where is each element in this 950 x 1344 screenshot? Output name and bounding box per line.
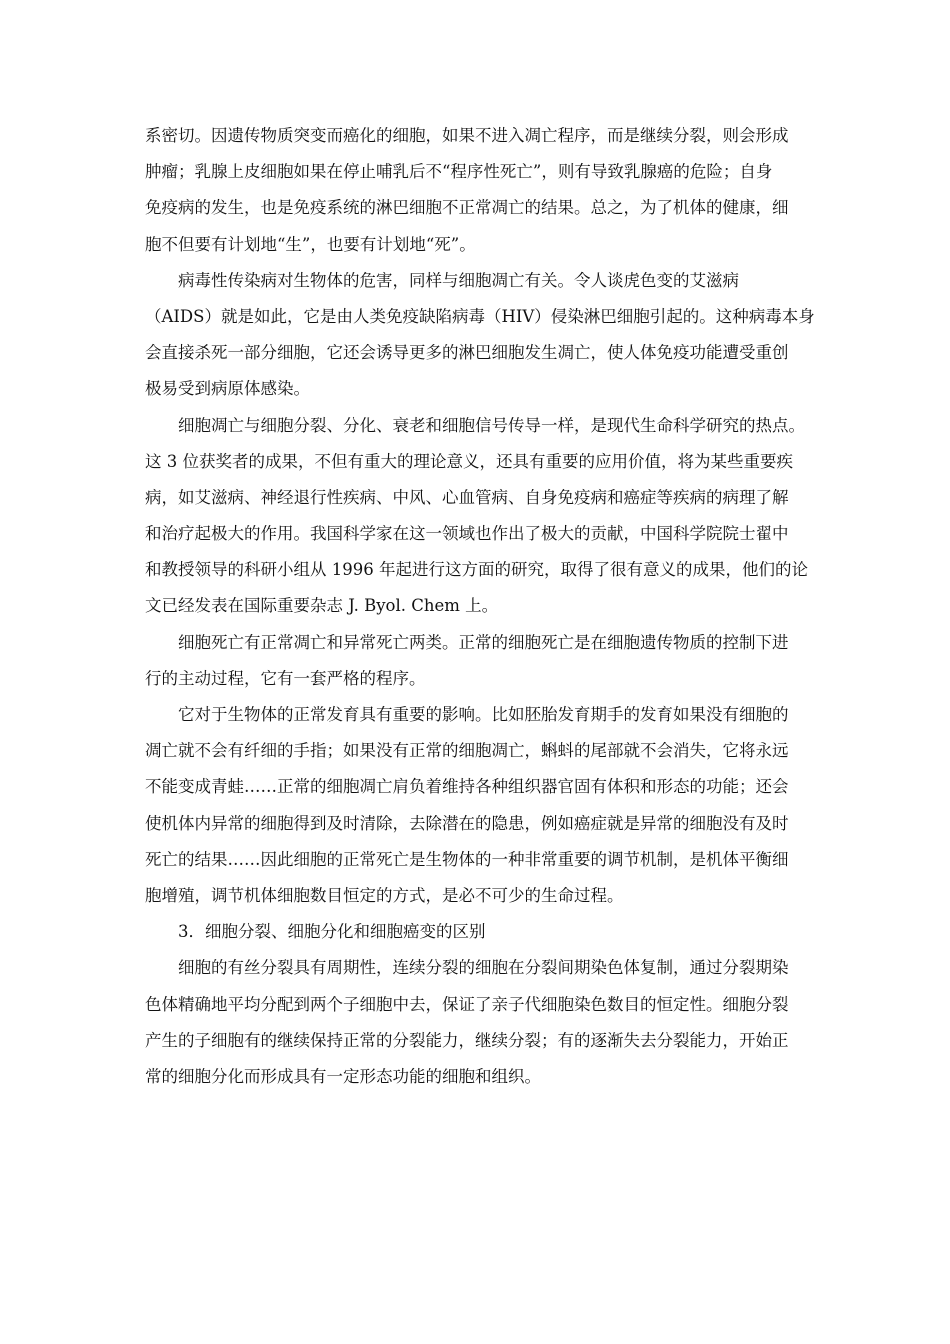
text-line: 它对于生物体的正常发育具有重要的影响。比如胚胎发育期手的发育如果没有细胞的 bbox=[178, 705, 789, 724]
body-text bbox=[145, 118, 820, 1095]
text-line: 细胞的有丝分裂具有周期性，连续分裂的细胞在分裂间期染色体复制，通过分裂期染 bbox=[178, 958, 789, 978]
text-line: 细胞凋亡与细胞分裂、分化、衰老和细胞信号传导一样，是现代生命科学研究的热点。 bbox=[178, 415, 805, 435]
text-line: 免疫病的发生，也是免疫系统的淋巴细胞不正常凋亡的结果。总之，为了机体的健康，细 bbox=[145, 198, 789, 218]
text-line: 会直接杀死一部分细胞，它还会诱导更多的淋巴细胞发生凋亡，使人体免疫功能遭受重创 bbox=[145, 343, 789, 363]
text-line: 极易受到病原体感染。 bbox=[145, 379, 310, 399]
text-line: 肿瘤；乳腺上皮细胞如果在停止哺乳后不“程序性死亡”，则有导致乳腺癌的危险；自身 bbox=[145, 162, 773, 182]
text-line: 死亡的结果……因此细胞的正常死亡是生物体的一种非常重要的调节机制，是机体平衡细 bbox=[145, 849, 789, 869]
text-line: 胞增殖，调节机体细胞数目恒定的方式，是必不可少的生命过程。 bbox=[145, 885, 624, 905]
text-line: 和教授领导的科研小组从 1996 年起进行这方面的研究，取得了很有意义的成果，他们的论 bbox=[145, 560, 808, 580]
text-line: 色体精确地平均分配到两个子细胞中去，保证了亲子代细胞染色数目的恒定性。细胞分裂 bbox=[145, 994, 789, 1014]
text-line: 病，如艾滋病、神经退行性疾病、中风、心血管病、自身免疫病和癌症等疾病的病理了解 bbox=[145, 487, 789, 507]
text-line: 使机体内异常的细胞得到及时清除，去除潜在的隐患，例如癌症就是异常的细胞没有及时 bbox=[145, 813, 789, 833]
text-line: 常的细胞分化而形成具有一定形态功能的细胞和组织。 bbox=[145, 1066, 541, 1086]
text-line: 病毒性传染病对生物体的危害，同样与细胞凋亡有关。令人谈虎色变的艾滋病 bbox=[178, 270, 739, 290]
text-line: 这 3 位获奖者的成果，不但有重大的理论意义，还具有重要的应用价值，将为某些重要疾 bbox=[145, 451, 793, 471]
text-line: 和治疗起极大的作用。我国科学家在这一领域也作出了极大的贡献，中国科学院院士翟中 bbox=[145, 524, 789, 544]
text-line: 行的主动过程，它有一套严格的程序。 bbox=[145, 668, 426, 688]
text-line: 文已经发表在国际重要杂志 J. Byol. Chem 上。 bbox=[145, 596, 499, 616]
text-line: 凋亡就不会有纤细的手指；如果没有正常的细胞凋亡，蝌蚪的尾部就不会消失，它将永远 bbox=[145, 741, 789, 761]
text-line: 不能变成青蛙……正常的细胞凋亡肩负着维持各种组织器官固有体积和形态的功能；还会 bbox=[145, 777, 789, 797]
section-heading: 3．细胞分裂、细胞分化和细胞癌变的区别 bbox=[178, 922, 486, 942]
text-line: 产生的子细胞有的继续保持正常的分裂能力，继续分裂；有的逐渐失去分裂能力，开始正 bbox=[145, 1030, 789, 1050]
text-line: 系密切。因遗传物质突变而癌化的细胞，如果不进入凋亡程序，而是继续分裂，则会形成 bbox=[145, 126, 789, 145]
text-line: 胞不但要有计划地“生”，也要有计划地“死”。 bbox=[145, 234, 476, 254]
text-line: （AIDS）就是如此，它是由人类免疫缺陷病毒（HIV）侵染淋巴细胞引起的。这种病毒本身 bbox=[145, 306, 815, 326]
text-line: 细胞死亡有正常凋亡和异常死亡两类。正常的细胞死亡是在细胞遗传物质的控制下进 bbox=[178, 632, 789, 652]
